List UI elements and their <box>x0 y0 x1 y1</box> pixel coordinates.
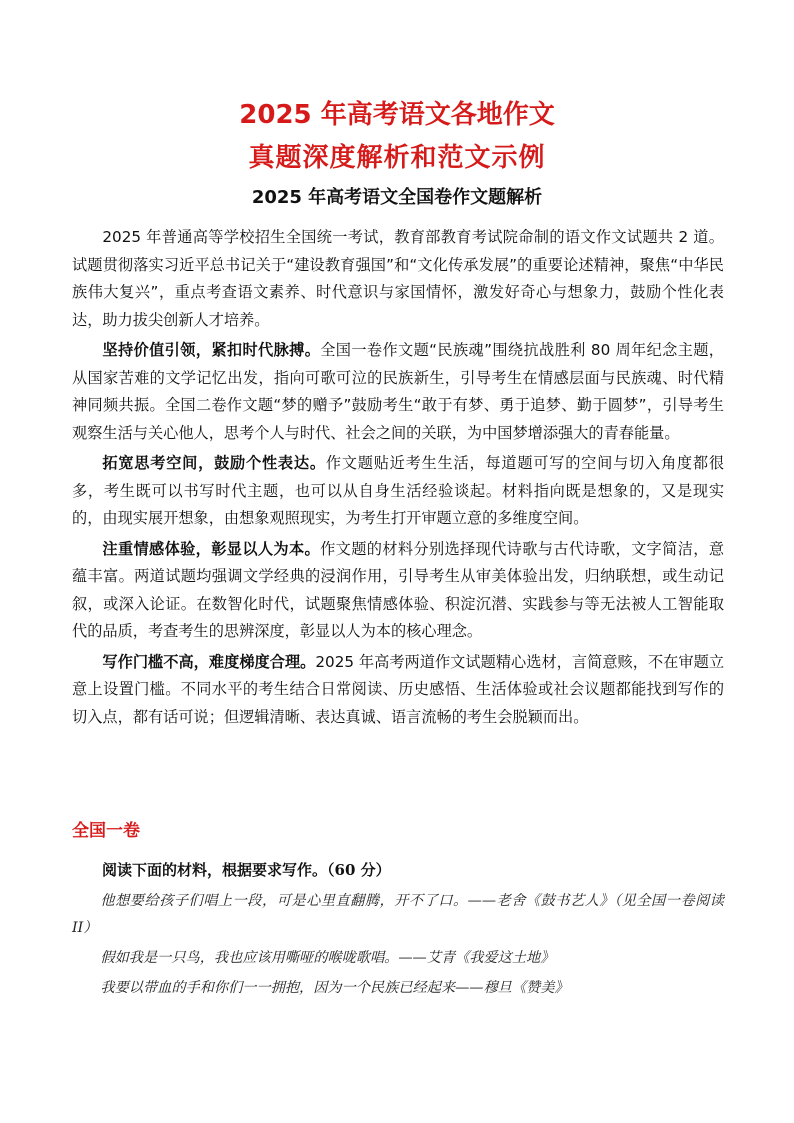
paragraph-lead: 拓宽思考空间，鼓励个性表达。 <box>102 454 326 472</box>
paragraph-text: 作文题的材料分别选择现代诗歌与古代诗歌，文字简洁，意蕴丰富。两道试题均强调文学经典的浸润作用，引导考生从审美体验出发，归纳联想，或生动记叙，或深入论证。在数智化时代，试题聚焦情感体验、积淀沉潜、实践参与等无法被人工智能取代的品质，考查考生的思辨深度，彰显以人为本的核心理念。 <box>72 539 725 640</box>
paragraph-text: 作文题贴近考生生活，每道题可写的空间与切入角度都很多，考生既可以书写时代主题，也可以从自身生活经验谈起。材料指向既是想象的，又是现实的，由现实展开想象，由想象观照现实，为考生打开审题立意的多维度空间。 <box>72 454 725 527</box>
value-guidance-paragraph <box>72 337 724 447</box>
paragraph-lead: 注重情感体验，彰显以人为本。 <box>102 539 321 558</box>
writing-prompt: 阅读下面的材料，根据要求写作。（60 分） <box>102 861 391 879</box>
analysis-body <box>72 224 724 731</box>
quote-item: 他想要给孩子们唱上一段，可是心里直翻腾，开不了口。——老舍《鼓书艺人》（见全国一卷阅读 II） <box>72 893 724 936</box>
paragraph-lead: 写作门槛不高，难度梯度合理。 <box>102 652 316 671</box>
paragraph-text: 2025 年高考两道作文试题精心选材，言简意赅，不在审题立意上设置门槛。不同水平的考生结合日常阅读、历史感悟、生活体验或社会议题都能找到写作的切入点，都有话可说；但逻辑清晰、表达真诚、语言流畅的考生会脱颖而出。 <box>72 652 725 726</box>
quote-item: 我要以带血的手和你们一一拥抱，因为一个民族已经起来——穆旦《赞美》 <box>100 980 569 996</box>
section-heading: 全国一卷 <box>72 821 140 841</box>
emotional-experience-paragraph <box>72 536 724 646</box>
difficulty-paragraph <box>72 649 724 732</box>
quote-item: 假如我是一只鸟，我也应该用嘶哑的喉咙歌唱。——艾青《我爱这土地》 <box>100 950 555 966</box>
document-title-line2: 真题深度解析和范文示例 <box>248 143 546 173</box>
document-title: 2025 年高考语文各地作文 <box>239 100 555 130</box>
material-quotes <box>72 888 724 1005</box>
thinking-space-paragraph <box>72 450 724 533</box>
section-subtitle: 2025 年高考语文全国卷作文题解析 <box>251 187 543 208</box>
paragraph-lead: 坚持价值引领，紧扣时代脉搏。 <box>102 341 321 359</box>
paragraph-text: 全国一卷作文题“民族魂”围绕抗战胜利 80 周年纪念主题，从国家苦难的文学记忆出发，指向可歌可泣的民族新生，引导考生在情感层面与民族魂、时代精神同频共振。全国二卷作文题“梦的赠予”鼓励考生“敢于有梦、勇于追梦、勤于圆梦”，引导考生观察生活与关心他人，思考个人与时代、社会之间的关联，为中国梦增添强大的青春能量。 <box>72 341 724 442</box>
intro-paragraph: 2025 年普通高等学校招生全国统一考试，教育部教育考试院命制的语文作文试题共 2 道。试题贯彻落实习近平总书记关于“建设教育强国”和“文化传承发展”的重要论述精神，聚焦“中华民族伟大复兴”，重点考查语文素养、时代意识与家国情怀，激发好奇心与想象力，鼓励个性化表达，助力拔尖创新人才培养。 <box>72 228 724 329</box>
